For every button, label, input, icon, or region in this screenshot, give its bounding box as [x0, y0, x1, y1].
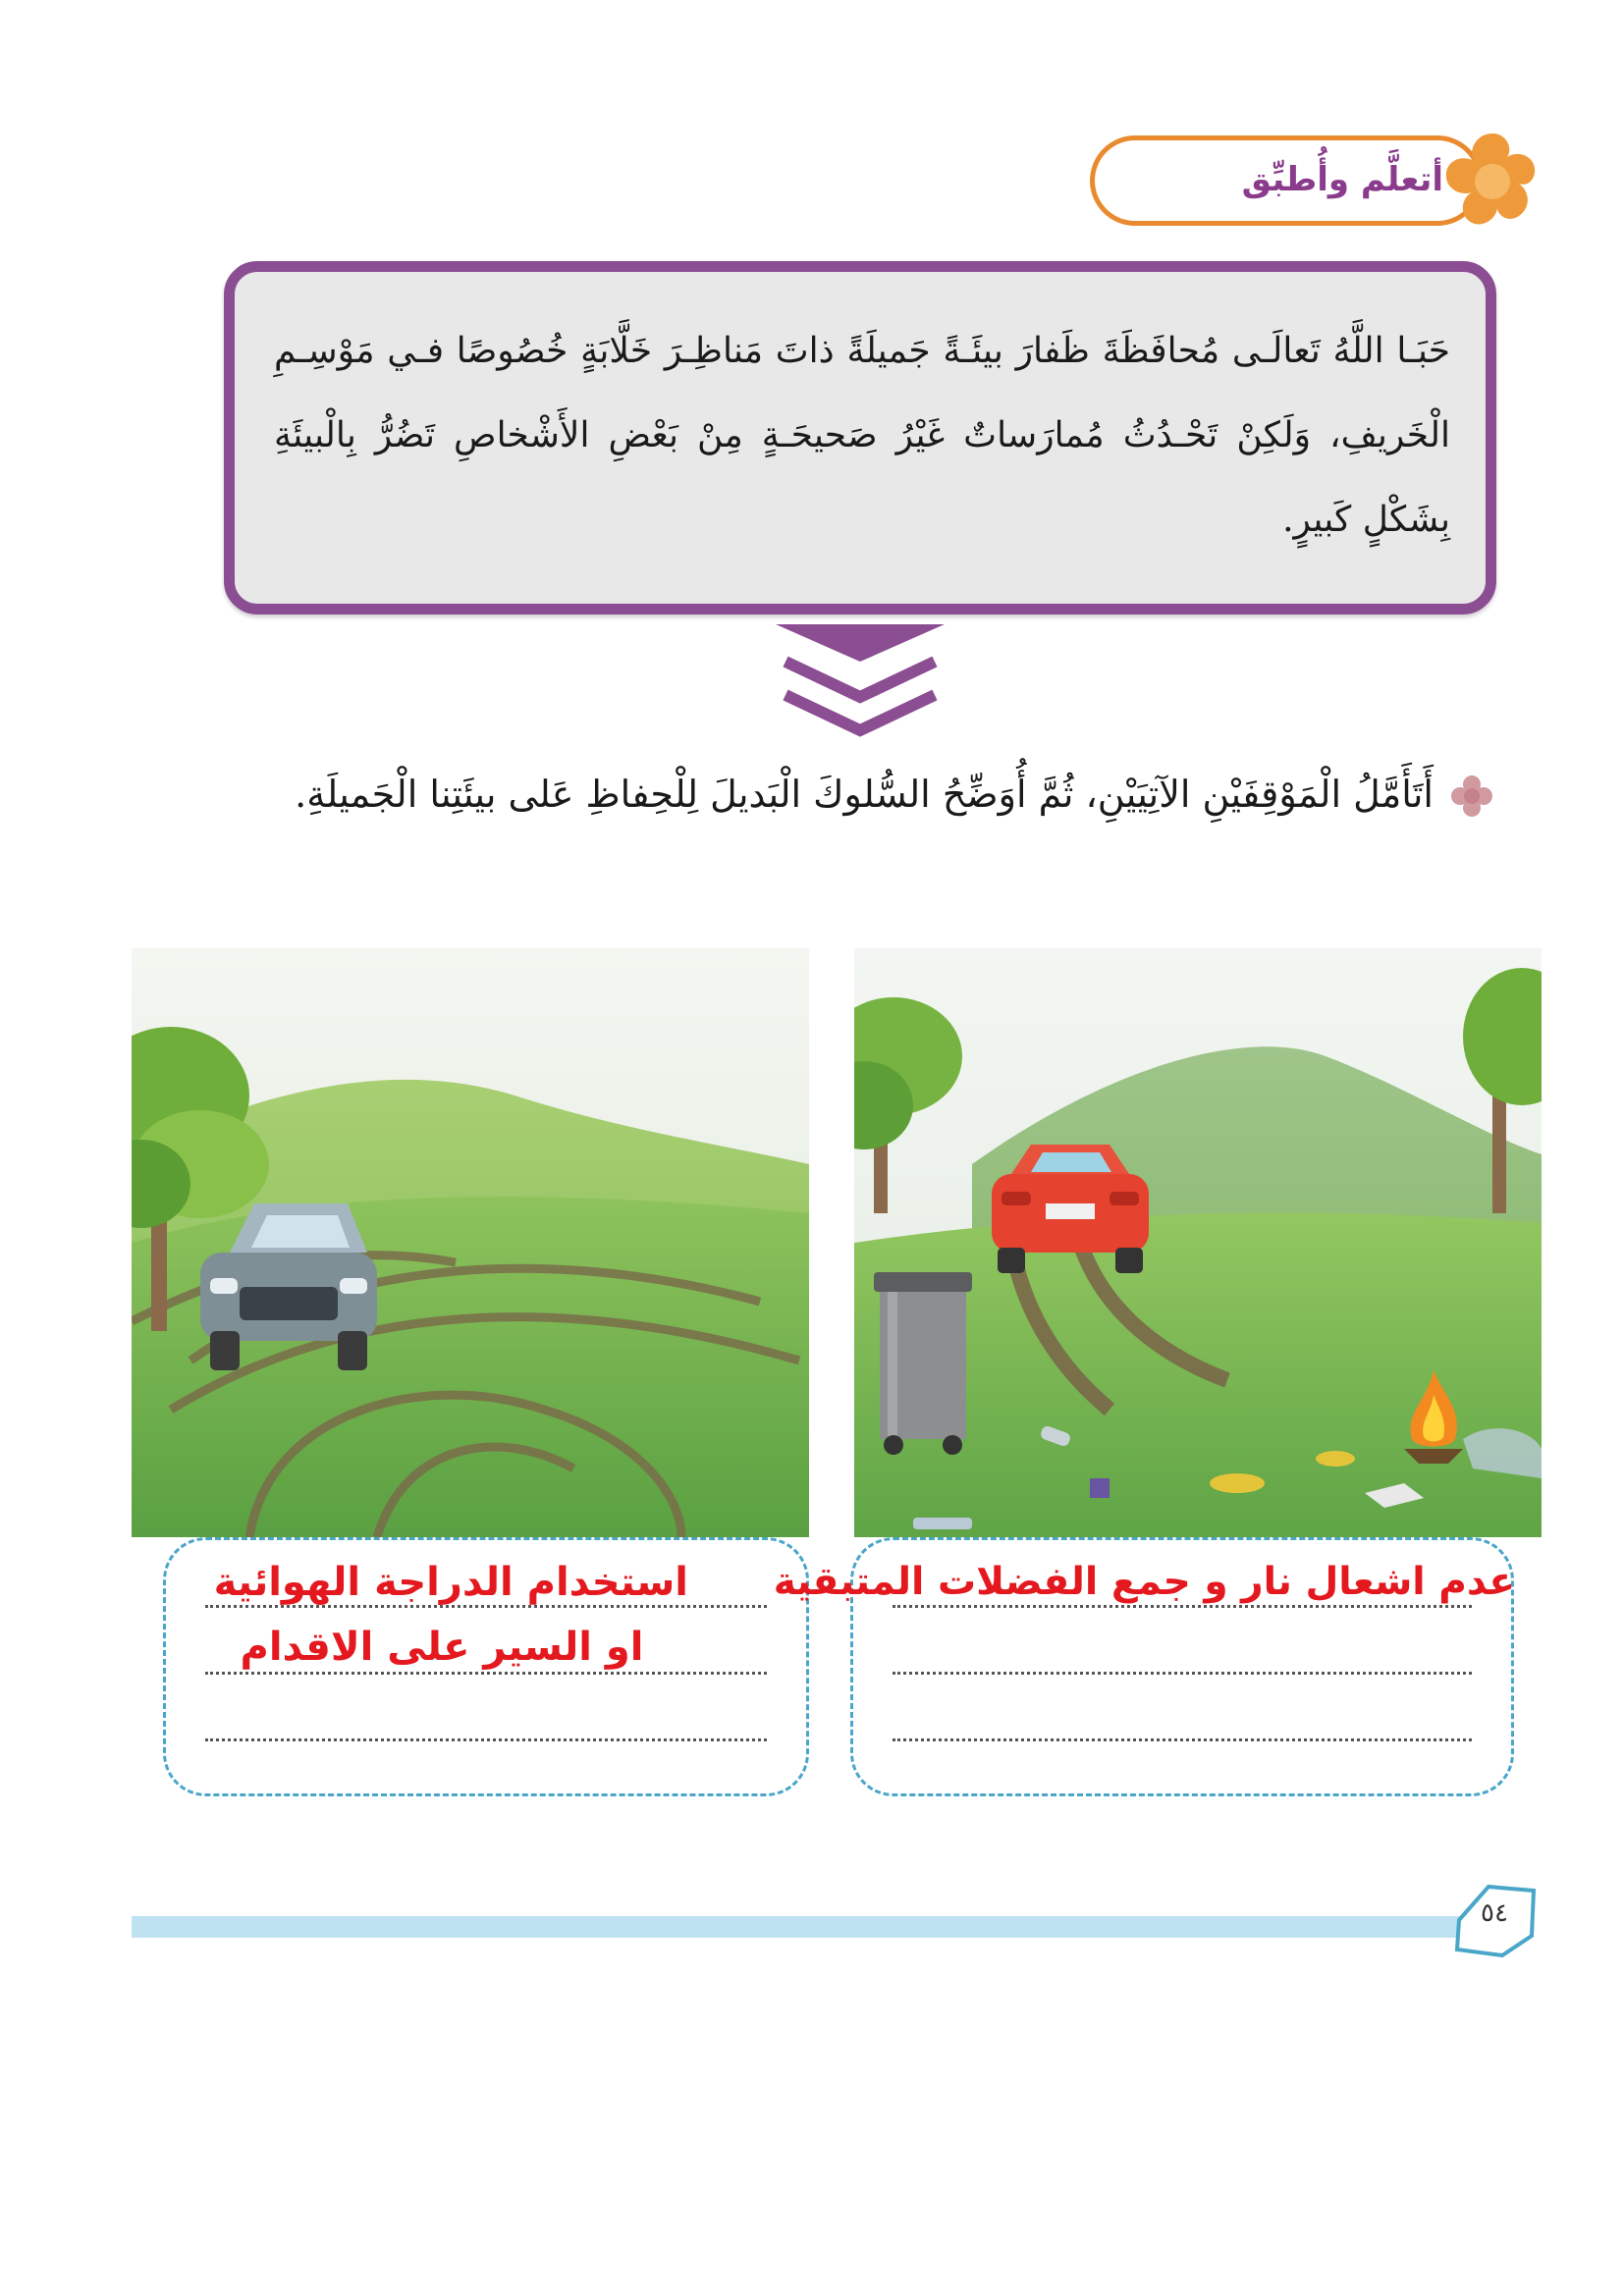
answer-box-right[interactable]: [773, 1537, 1515, 1796]
answer-text-line1: استخدام الدراجة الهوائية: [213, 1560, 688, 1605]
answer-line: [893, 1605, 1472, 1608]
answer-text-line2: او السير على الاقدام: [240, 1625, 644, 1670]
answer-text-line1: عدم اشعال نار و جمع الفضلات المتبقية: [773, 1560, 1515, 1604]
answer-line: [893, 1738, 1472, 1741]
answer-line: [205, 1672, 767, 1675]
instruction: [265, 756, 1492, 913]
answer-box-left[interactable]: [163, 1537, 809, 1796]
flower-bullet-icon: [1451, 775, 1492, 817]
answer-line: [205, 1738, 767, 1741]
section-badge: [1090, 128, 1546, 236]
flower-icon: [1438, 128, 1546, 236]
page-number: ٥٤: [1481, 1898, 1508, 1928]
car-trash-fire-scene: [854, 948, 1542, 1537]
answer-line: [893, 1672, 1472, 1675]
intro-paragraph: حَبَـا اللَّهُ تَعالَـى مُحافَظَةَ ظَفارَ بيئَـةً جَميلَةً ذاتَ مَناظِـرَ خَلَّابَةٍ خُصُوصًا فـي مَوْسِـمِ الْخَريفِ، وَلَكِنْ تَحْـدُثُ مُمارَساتٌ غَيْرُ صَحيحَـةٍ مِنْ بَعْضِ الأَشْخاصِ تَضُرُّ بِالْبيئَةِ بِشَكْلٍ كَبيرٍ.: [274, 331, 1450, 540]
chevron-down-icon: [776, 624, 945, 744]
answer-line: [205, 1605, 767, 1608]
intro-box: [224, 261, 1496, 614]
instruction-text: أَتَأَمَّلُ الْمَوْقِفَيْنِ الآتِيَيْنِ، ثُمَّ أُوَضِّحُ السُّلوكَ الْبَديلَ لِلْحِفاظِ عَلى بيئَتِنا الْجَميلَةِ.: [295, 773, 1434, 816]
section-badge-label: أتعلَّم وأُطبِّق: [1241, 160, 1443, 199]
page-number-tag: [1449, 1881, 1540, 1959]
car-offroad-tracks-scene: [132, 948, 809, 1537]
footer-bar: [132, 1916, 1467, 1938]
